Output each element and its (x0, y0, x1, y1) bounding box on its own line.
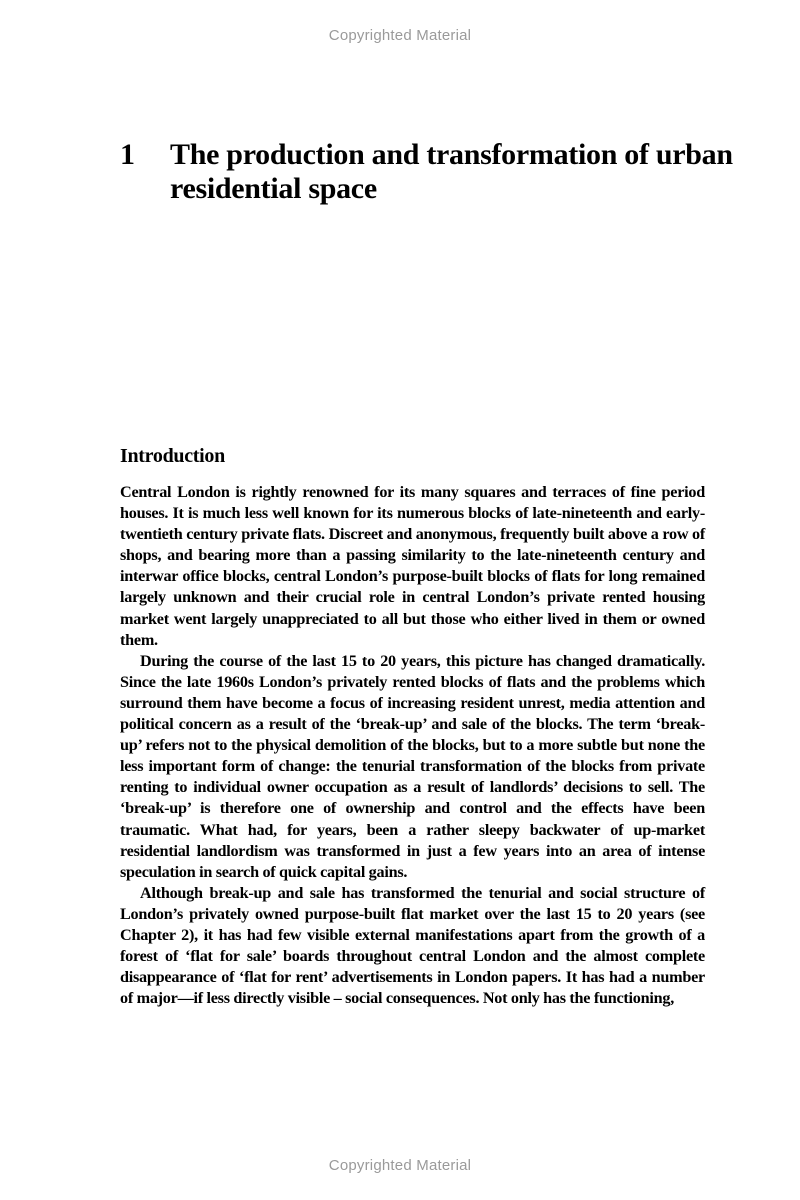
section-heading: Introduction (120, 445, 225, 467)
copyright-watermark-bottom: Copyrighted Material (328, 1157, 472, 1174)
paragraph: Although break-up and sale has transformed the tenurial and social structure of London’s privately owned purpose-built flat market over the last 15 to 20 years (see Chapter 2), it has had few visible external manifestations apart from the growth of a forest of ‘flat for sale’ boards throughout central London and the almost complete disappearance of ‘flat for rent’ advertisements in London papers. It has had a number of major—if less directly visible – social consequences. Not only has the functioning, (120, 883, 705, 1008)
chapter-number: 1 (120, 138, 135, 171)
body-text (120, 482, 705, 1009)
paragraph: Central London is rightly renowned for its many squares and terraces of fine period houses. It is much less well known for its numerous blocks of late-nineteenth and early-twentieth century private flats. Discreet and anonymous, frequently built above a row of shops, and bearing more than a passing similarity to the late-nineteenth century and interwar office blocks, central London’s purpose-built blocks of flats for long remained largely unknown and their crucial role in central London’s private rented housing market went largely unappreciated to all but those who either lived in them or owned them. (120, 483, 705, 649)
paragraph: During the course of the last 15 to 20 years, this picture has changed dramatically. Since the late 1960s London’s privately rented blocks of flats and the problems which surround them have become a focus of increasing resident unrest, media attention and political concern as a result of the ‘break-up’ and sale of the blocks. The term ‘break-up’ refers not to the physical demolition of the blocks, but to a more subtle but none the less important form of change: the tenurial transformation of the blocks from private renting to individual owner occupation as a result of landlords’ decisions to sell. The ‘break-up’ is therefore one of ownership and control and the effects have been traumatic. What had, for years, been a rather sleepy backwater of up-market residential landlordism was transformed in just a few years into an area of intense speculation in search of quick capital gains. (120, 651, 705, 881)
chapter-heading (120, 138, 740, 206)
copyright-watermark-top: Copyrighted Material (328, 27, 472, 44)
chapter-title: The production and transformation of urban residential space (170, 138, 733, 205)
